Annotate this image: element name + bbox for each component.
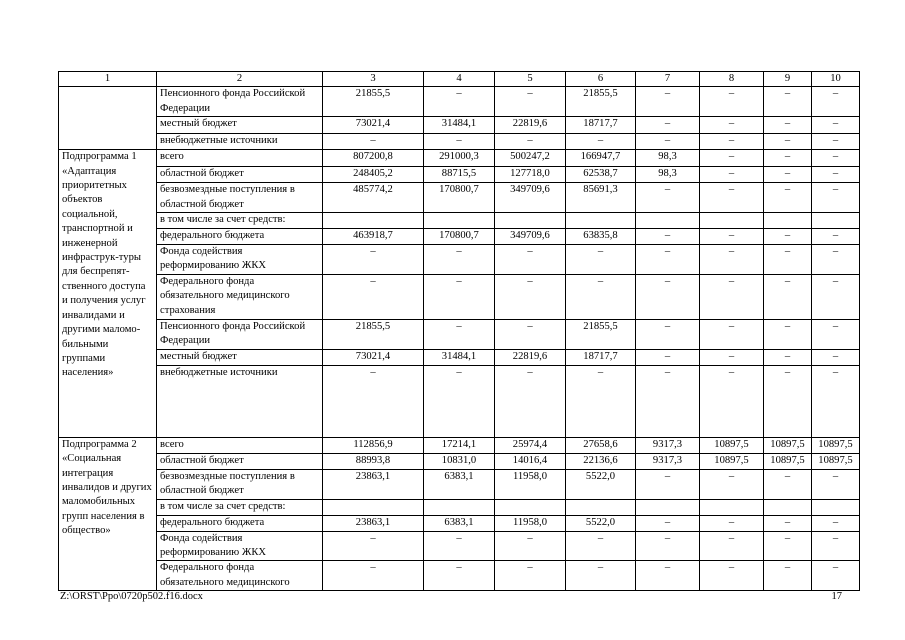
value-cell: –: [636, 561, 700, 591]
value-cell: 25974,4: [495, 437, 566, 453]
value-cell: 18717,7: [566, 117, 636, 134]
value-cell: –: [764, 515, 812, 531]
value-cell: [812, 213, 860, 229]
value-cell: –: [323, 134, 424, 150]
value-cell: –: [700, 167, 764, 183]
value-cell: 85691,3: [566, 183, 636, 213]
value-cell: 170800,7: [424, 229, 495, 245]
value-cell: 127718,0: [495, 167, 566, 183]
value-cell: –: [764, 561, 812, 591]
value-cell: –: [812, 274, 860, 319]
value-cell: –: [636, 349, 700, 365]
value-cell: 349709,6: [495, 229, 566, 245]
source-name: Федерального фонда обязательного медицинского страхования: [157, 274, 323, 319]
value-cell: –: [700, 319, 764, 349]
value-cell: –: [764, 167, 812, 183]
source-name: местный бюджет: [157, 117, 323, 134]
header-cell: 4: [424, 72, 495, 87]
value-cell: 14016,4: [495, 453, 566, 469]
source-name: Фонда содействия реформированию ЖКХ: [157, 531, 323, 561]
value-cell: 17214,1: [424, 437, 495, 453]
value-cell: 463918,7: [323, 229, 424, 245]
value-cell: –: [764, 87, 812, 117]
value-cell: 22819,6: [495, 349, 566, 365]
table-row: [59, 274, 860, 319]
value-cell: –: [812, 349, 860, 365]
header-row: [59, 72, 860, 87]
value-cell: –: [764, 319, 812, 349]
value-cell: –: [700, 134, 764, 150]
header-cell: 9: [764, 72, 812, 87]
value-cell: 27658,6: [566, 437, 636, 453]
value-cell: 21855,5: [323, 87, 424, 117]
value-cell: 485774,2: [323, 183, 424, 213]
source-name: Фонда содействия реформированию ЖКХ: [157, 245, 323, 275]
value-cell: 88993,8: [323, 453, 424, 469]
value-cell: [700, 499, 764, 515]
value-cell: –: [700, 87, 764, 117]
source-name: внебюджетные источники: [157, 365, 323, 437]
program-cell: Подпрограмма 2 «Социальная интеграция инвалидов и других маломобильных групп населения в общество»: [59, 437, 157, 591]
header-cell: 1: [59, 72, 157, 87]
value-cell: –: [424, 87, 495, 117]
table-row: [59, 499, 860, 515]
value-cell: 170800,7: [424, 183, 495, 213]
value-cell: 6383,1: [424, 515, 495, 531]
value-cell: –: [636, 531, 700, 561]
value-cell: 22819,6: [495, 117, 566, 134]
value-cell: 10897,5: [764, 437, 812, 453]
source-name: Пенсионного фонда Российской Федерации: [157, 87, 323, 117]
value-cell: –: [495, 245, 566, 275]
value-cell: –: [566, 245, 636, 275]
table-row: [59, 319, 860, 349]
value-cell: –: [812, 134, 860, 150]
value-cell: –: [424, 274, 495, 319]
value-cell: –: [700, 365, 764, 437]
value-cell: –: [812, 245, 860, 275]
value-cell: 22136,6: [566, 453, 636, 469]
value-cell: [566, 213, 636, 229]
value-cell: –: [495, 365, 566, 437]
value-cell: –: [700, 150, 764, 167]
table-row: [59, 365, 860, 437]
value-cell: –: [700, 229, 764, 245]
value-cell: 31484,1: [424, 117, 495, 134]
value-cell: –: [700, 515, 764, 531]
value-cell: –: [495, 274, 566, 319]
value-cell: 11958,0: [495, 469, 566, 499]
source-name: всего: [157, 150, 323, 167]
source-name: федерального бюджета: [157, 515, 323, 531]
value-cell: [495, 499, 566, 515]
value-cell: –: [323, 531, 424, 561]
value-cell: [566, 499, 636, 515]
value-cell: –: [495, 319, 566, 349]
source-name: областной бюджет: [157, 167, 323, 183]
table-row: [59, 531, 860, 561]
source-name: федерального бюджета: [157, 229, 323, 245]
value-cell: –: [566, 134, 636, 150]
value-cell: 248405,2: [323, 167, 424, 183]
table-row: [59, 349, 860, 365]
value-cell: 21855,5: [323, 319, 424, 349]
value-cell: –: [812, 87, 860, 117]
value-cell: –: [424, 319, 495, 349]
value-cell: 21855,5: [566, 87, 636, 117]
value-cell: 73021,4: [323, 349, 424, 365]
value-cell: 73021,4: [323, 117, 424, 134]
value-cell: [495, 213, 566, 229]
value-cell: –: [812, 515, 860, 531]
value-cell: –: [700, 531, 764, 561]
program-cell: Подпрограмма 1 «Адаптация приоритетных объектов социальной, транспортной и инженерной инфраструк-туры для беспрепят-ственного доступа и получения услуг инвалидами и другими маломо-бильными группами населения»: [59, 150, 157, 438]
value-cell: [636, 213, 700, 229]
value-cell: [323, 499, 424, 515]
value-cell: –: [636, 365, 700, 437]
header-cell: 6: [566, 72, 636, 87]
value-cell: –: [764, 229, 812, 245]
value-cell: 291000,3: [424, 150, 495, 167]
table-row: [59, 453, 860, 469]
value-cell: 98,3: [636, 150, 700, 167]
value-cell: –: [636, 87, 700, 117]
table-row: [59, 117, 860, 134]
value-cell: –: [812, 229, 860, 245]
value-cell: –: [700, 349, 764, 365]
value-cell: –: [323, 274, 424, 319]
value-cell: 166947,7: [566, 150, 636, 167]
value-cell: –: [764, 183, 812, 213]
value-cell: 10897,5: [700, 437, 764, 453]
value-cell: 18717,7: [566, 349, 636, 365]
value-cell: –: [636, 117, 700, 134]
value-cell: 62538,7: [566, 167, 636, 183]
source-name: Федерального фонда обязательного медицинского: [157, 561, 323, 591]
source-name: областной бюджет: [157, 453, 323, 469]
table-row: [59, 167, 860, 183]
source-name: безвозмездные поступления в областной бюджет: [157, 469, 323, 499]
value-cell: –: [636, 134, 700, 150]
source-name: в том числе за счет средств:: [157, 499, 323, 515]
value-cell: –: [700, 561, 764, 591]
value-cell: –: [323, 245, 424, 275]
value-cell: –: [764, 134, 812, 150]
value-cell: –: [812, 561, 860, 591]
value-cell: –: [636, 183, 700, 213]
value-cell: 88715,5: [424, 167, 495, 183]
value-cell: –: [566, 365, 636, 437]
value-cell: –: [812, 469, 860, 499]
table-row: [59, 515, 860, 531]
header-cell: 5: [495, 72, 566, 87]
value-cell: 63835,8: [566, 229, 636, 245]
value-cell: –: [764, 469, 812, 499]
value-cell: –: [764, 150, 812, 167]
value-cell: –: [812, 183, 860, 213]
value-cell: –: [636, 245, 700, 275]
value-cell: –: [764, 365, 812, 437]
value-cell: 5522,0: [566, 515, 636, 531]
value-cell: –: [495, 531, 566, 561]
value-cell: 21855,5: [566, 319, 636, 349]
value-cell: [636, 499, 700, 515]
value-cell: 349709,6: [495, 183, 566, 213]
value-cell: 9317,3: [636, 437, 700, 453]
value-cell: 112856,9: [323, 437, 424, 453]
value-cell: [812, 499, 860, 515]
value-cell: –: [812, 365, 860, 437]
value-cell: –: [323, 561, 424, 591]
value-cell: 31484,1: [424, 349, 495, 365]
value-cell: –: [700, 117, 764, 134]
value-cell: [700, 213, 764, 229]
value-cell: [424, 499, 495, 515]
value-cell: –: [323, 365, 424, 437]
header-cell: 8: [700, 72, 764, 87]
value-cell: 9317,3: [636, 453, 700, 469]
value-cell: –: [700, 274, 764, 319]
header-cell: 3: [323, 72, 424, 87]
value-cell: 23863,1: [323, 469, 424, 499]
value-cell: –: [636, 515, 700, 531]
value-cell: 98,3: [636, 167, 700, 183]
value-cell: [424, 213, 495, 229]
header-cell: 7: [636, 72, 700, 87]
value-cell: –: [700, 183, 764, 213]
value-cell: –: [495, 134, 566, 150]
value-cell: 6383,1: [424, 469, 495, 499]
source-name: в том числе за счет средств:: [157, 213, 323, 229]
table-row: [59, 245, 860, 275]
value-cell: –: [764, 531, 812, 561]
table-row: [59, 561, 860, 591]
value-cell: –: [424, 561, 495, 591]
value-cell: 10897,5: [812, 437, 860, 453]
table-row: [59, 213, 860, 229]
source-name: всего: [157, 437, 323, 453]
source-name: местный бюджет: [157, 349, 323, 365]
table-row: [59, 469, 860, 499]
table-row: [59, 229, 860, 245]
value-cell: –: [636, 274, 700, 319]
value-cell: –: [812, 531, 860, 561]
value-cell: [323, 213, 424, 229]
header-cell: 10: [812, 72, 860, 87]
value-cell: –: [764, 245, 812, 275]
budget-table: [58, 71, 860, 591]
value-cell: –: [495, 87, 566, 117]
value-cell: –: [424, 134, 495, 150]
value-cell: 11958,0: [495, 515, 566, 531]
value-cell: –: [764, 274, 812, 319]
value-cell: –: [636, 319, 700, 349]
page-number: 17: [831, 591, 842, 602]
value-cell: –: [495, 561, 566, 591]
value-cell: –: [566, 561, 636, 591]
file-path: Z:\ORST\Ppo\0720p502.f16.docx: [60, 591, 203, 602]
value-cell: 10897,5: [812, 453, 860, 469]
value-cell: –: [566, 274, 636, 319]
value-cell: –: [764, 117, 812, 134]
value-cell: –: [566, 531, 636, 561]
value-cell: –: [424, 531, 495, 561]
header-cell: 2: [157, 72, 323, 87]
source-name: внебюджетные источники: [157, 134, 323, 150]
value-cell: 10897,5: [700, 453, 764, 469]
value-cell: [764, 499, 812, 515]
value-cell: –: [764, 349, 812, 365]
value-cell: –: [424, 245, 495, 275]
source-name: безвозмездные поступления в областной бюджет: [157, 183, 323, 213]
value-cell: –: [636, 469, 700, 499]
value-cell: –: [700, 245, 764, 275]
value-cell: –: [700, 469, 764, 499]
program-cell: [59, 87, 157, 150]
value-cell: –: [424, 365, 495, 437]
table-row: [59, 437, 860, 453]
value-cell: [764, 213, 812, 229]
value-cell: –: [812, 167, 860, 183]
table-row: [59, 183, 860, 213]
source-name: Пенсионного фонда Российской Федерации: [157, 319, 323, 349]
value-cell: 500247,2: [495, 150, 566, 167]
value-cell: –: [812, 319, 860, 349]
value-cell: –: [812, 150, 860, 167]
value-cell: –: [636, 229, 700, 245]
value-cell: 10897,5: [764, 453, 812, 469]
value-cell: 23863,1: [323, 515, 424, 531]
value-cell: 807200,8: [323, 150, 424, 167]
table-row: [59, 134, 860, 150]
value-cell: 10831,0: [424, 453, 495, 469]
value-cell: 5522,0: [566, 469, 636, 499]
table-row: [59, 87, 860, 117]
table-row: [59, 150, 860, 167]
value-cell: –: [812, 117, 860, 134]
